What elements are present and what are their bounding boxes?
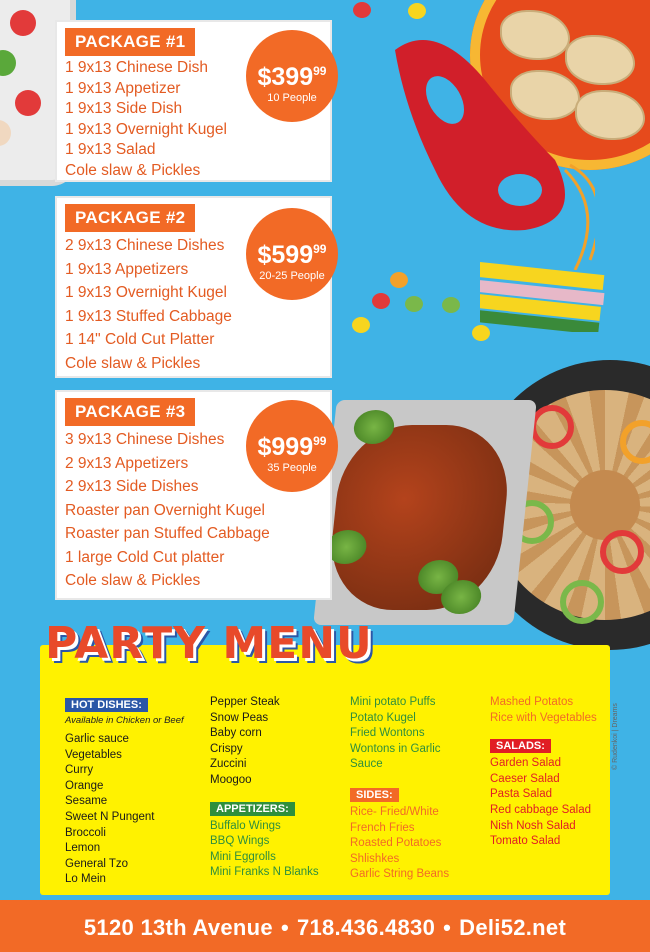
package-item: Roaster pan Overnight Kugel [65, 501, 265, 519]
sides-salads-column [490, 695, 597, 850]
package-item: 1 9x13 Salad [65, 141, 156, 158]
sesame-chicken-tray-image [313, 400, 537, 625]
package-item: Roaster pan Stuffed Cabbage [65, 525, 270, 542]
package-item: 1 9x13 Side Dish [65, 100, 183, 117]
candy-image [472, 325, 490, 341]
package-item: 1 9x13 Stuffed Cabbage [65, 307, 232, 325]
menu-item: Red cabbage Salad [490, 803, 592, 816]
price-amount: $999 [257, 433, 314, 461]
package-item-list [65, 58, 227, 181]
package-item: 1 9x13 Overnight Kugel [65, 120, 227, 138]
noisemaker-image [480, 262, 610, 332]
package-item: 2 9x13 Chinese Dishes [65, 237, 225, 254]
appetizers-header: APPETIZERS: [210, 802, 295, 816]
menu-item: Garden Salad [490, 757, 561, 770]
menu-item: Mini Franks N Blanks [210, 866, 319, 879]
menu-item: Lo Mein [65, 873, 106, 886]
menu-item: French Fries [350, 821, 415, 834]
menu-item: Curry [65, 764, 94, 777]
menu-item: Broccoli [65, 826, 106, 839]
menu-item: Garlic sauce [65, 733, 129, 745]
hot-dishes-note: Available in Chicken or Beef [65, 715, 184, 726]
menu-item: Snow Peas [210, 711, 269, 724]
hot-dishes-continued-column [210, 695, 319, 881]
menu-item: Orange [65, 779, 104, 792]
package-title: PACKAGE #1 [65, 28, 195, 56]
package-title: PACKAGE #2 [65, 204, 195, 232]
menu-item: Crispy [210, 742, 243, 755]
party-menu-title: PARTY MENU [45, 618, 373, 669]
serves-count: 10 People [267, 92, 317, 104]
candy-image [408, 3, 426, 19]
menu-item: Lemon [65, 842, 101, 855]
menu-item: Tomato Salad [490, 835, 561, 848]
package-item-list [65, 234, 232, 375]
package-item: Cole slaw & Pickles [65, 354, 201, 372]
price-cents: 99 [313, 242, 327, 256]
menu-item: Vegetables [65, 748, 122, 761]
menu-item: Caeser Salad [490, 772, 560, 785]
price-badge [246, 30, 338, 122]
price-badge [246, 400, 338, 492]
menu-item: Mini potato Puffs [350, 696, 436, 708]
menu-item: Shlishkes [350, 852, 400, 865]
candy-image [390, 272, 408, 288]
candy-image [372, 293, 390, 309]
package-item: 1 9x13 Appetizers [65, 260, 189, 278]
menu-item: Pepper Steak [210, 696, 280, 708]
website-text: Deli52.net [459, 915, 567, 940]
menu-item: Fried Wontons [350, 727, 425, 740]
menu-item: Mini Eggrolls [210, 850, 276, 863]
menu-item: Roasted Potatoes [350, 837, 442, 850]
menu-item: Baby corn [210, 727, 262, 740]
package-item: 3 9x13 Chinese Dishes [65, 431, 225, 448]
separator-dot: • [280, 915, 289, 940]
menu-item: Garlic String Beans [350, 868, 450, 881]
menu-item: Moogoo [210, 773, 252, 786]
package-item-list [65, 428, 270, 593]
menu-item: Sweet N Pungent [65, 810, 155, 823]
candy-image [442, 297, 460, 313]
price-cents: 99 [313, 434, 327, 448]
address-text: 5120 13th Avenue [83, 915, 273, 940]
carnival-mask-image [375, 20, 595, 270]
menu-item: General Tzo [65, 857, 129, 870]
salads-header: SALADS: [490, 739, 551, 753]
menu-item: Sauce [350, 758, 383, 771]
menu-item: Buffalo Wings [210, 819, 281, 832]
price-amount: $399 [257, 63, 314, 91]
package-item: 1 9x13 Overnight Kugel [65, 284, 227, 301]
phone-text: 718.436.4830 [296, 915, 436, 940]
separator-dot: • [443, 915, 452, 940]
menu-item: Wontons in Garlic [350, 742, 441, 755]
price-badge [246, 208, 338, 300]
photo-credit: © Rudenkoi | Dreams [612, 703, 619, 770]
menu-item: Zuccini [210, 758, 247, 771]
package-item: Cole slaw & Pickles [65, 161, 201, 179]
package-item: 1 9x13 Chinese Dish [65, 59, 209, 76]
menu-item: BBQ Wings [210, 835, 270, 848]
appetizers-sides-column [350, 695, 449, 883]
package-item: 1 9x13 Appetizer [65, 79, 181, 97]
price-cents: 99 [313, 64, 327, 78]
package-item: 1 large Cold Cut platter [65, 548, 225, 566]
candy-image [353, 2, 371, 18]
menu-item: Mashed Potatos [490, 696, 574, 708]
package-item: 2 9x13 Side Dishes [65, 478, 199, 495]
menu-item: Rice with Vegetables [490, 711, 597, 724]
hot-dishes-column [65, 695, 184, 888]
menu-item: Sesame [65, 795, 108, 808]
candy-image [405, 296, 423, 312]
hot-dishes-header: HOT DISHES: [65, 698, 148, 712]
menu-item: Rice- Fried/White [350, 805, 439, 818]
menu-item: Potato Kugel [350, 711, 416, 724]
price-amount: $599 [257, 241, 314, 269]
sides-header: SIDES: [350, 788, 399, 802]
contact-footer [0, 900, 650, 952]
menu-item: Pasta Salad [490, 788, 553, 801]
serves-count: 35 People [267, 462, 317, 474]
menu-item: Nish Nosh Salad [490, 819, 576, 832]
package-item: 1 14" Cold Cut Platter [65, 331, 215, 348]
candy-image [352, 317, 370, 333]
package-title: PACKAGE #3 [65, 398, 195, 426]
serves-count: 20-25 People [259, 270, 325, 282]
package-item: Cole slaw & Pickles [65, 572, 201, 589]
package-item: 2 9x13 Appetizers [65, 454, 189, 472]
